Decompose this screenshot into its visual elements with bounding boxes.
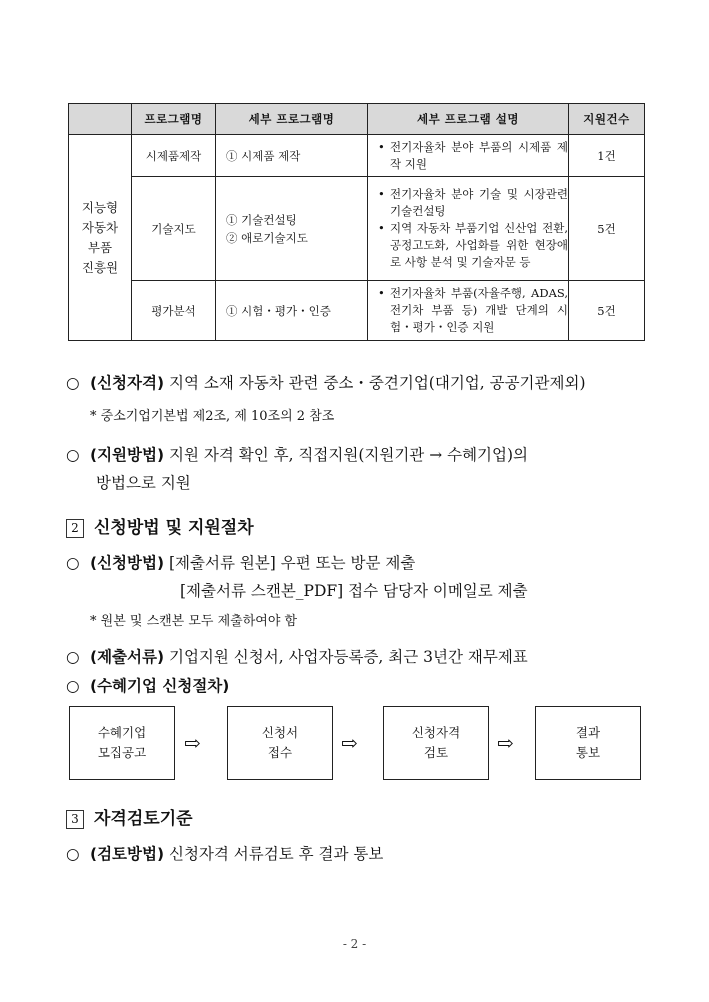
apply-method-text: [제출서류 원본] 우편 또는 방문 제출 [164, 554, 416, 572]
flow-step-line: 검토 [423, 745, 449, 760]
page-number: - 2 - [342, 937, 367, 951]
flow-step-receipt [227, 706, 333, 780]
flow-step-line: 통보 [575, 745, 601, 760]
flow-step-review [383, 706, 489, 780]
description-cell [368, 177, 569, 281]
description-cell [368, 281, 569, 341]
sub-program-item: ① 기술컨설팅 [226, 212, 297, 227]
section-heading [66, 513, 254, 538]
eligibility-paragraph [66, 372, 586, 394]
count-cell: 1건 [569, 135, 645, 177]
description-item: • 전기자율차 분야 기술 및 시장관련 기술컨설팅 [378, 186, 568, 220]
arrow-right-icon: ⇨ [497, 731, 514, 755]
table-header-program: 프로그램명 [132, 104, 216, 135]
procedure-keyword: (수혜기업 신청절차) [90, 677, 230, 695]
table-header-description: 세부 프로그램 설명 [368, 104, 569, 135]
program-name-cell: 평가분석 [132, 281, 216, 341]
method-keyword: (지원방법) [90, 446, 165, 464]
section-title: 자격검토기준 [94, 809, 193, 829]
apply-method-paragraph [66, 552, 415, 574]
sub-program-cell [216, 177, 368, 281]
documents-paragraph [66, 646, 528, 668]
eligibility-text: 지역 소재 자동차 관련 중소・중견기업(대기업, 공공기관제외) [164, 374, 586, 392]
method-text-continued: 방법으로 지원 [96, 474, 191, 492]
count-cell: 5건 [569, 177, 645, 281]
description-item: • 지역 자동차 부품기업 신산업 전환, 공정고도화, 사업화를 위한 현장애로 사항 분석 및 기술자문 등 [378, 220, 568, 271]
bullet-icon: ○ [66, 845, 80, 863]
bullet-icon: ○ [66, 446, 80, 464]
count-cell: 5건 [569, 281, 645, 341]
table-header-sub-program: 세부 프로그램명 [216, 104, 368, 135]
section-heading [66, 804, 193, 829]
sub-program-item: ② 애로기술지도 [226, 230, 308, 245]
sub-program-cell [216, 135, 368, 177]
apply-note: * 원본 및 스캔본 모두 제출하여야 함 [90, 614, 298, 629]
review-paragraph [66, 843, 383, 865]
program-table [68, 103, 645, 341]
flow-step-line: 신청서 [261, 725, 299, 740]
flow-step-notification [535, 706, 641, 780]
bullet-icon: ○ [66, 374, 80, 392]
eligibility-note: * 중소기업기본법 제2조, 제 10조의 2 참조 [90, 409, 335, 424]
bullet-icon: ○ [66, 554, 80, 572]
section-title: 신청방법 및 지원절차 [94, 518, 254, 538]
program-name-cell: 기술지도 [132, 177, 216, 281]
bullet-icon: ○ [66, 677, 80, 695]
org-line: 진흥원 [81, 259, 119, 275]
description-cell [368, 135, 569, 177]
flow-step-line: 모집공고 [97, 745, 147, 760]
flow-step-line: 접수 [267, 745, 293, 760]
section-number: 3 [66, 810, 84, 829]
table-header-row [69, 104, 645, 135]
program-name-cell: 시제품제작 [132, 135, 216, 177]
procedure-paragraph [66, 675, 229, 697]
description-item: • 전기자율차 부품(자율주행, ADAS, 전기차 부품 등) 개발 단계의 시험・평가・인증 지원 [378, 285, 568, 336]
arrow-right-icon: ⇨ [341, 731, 358, 755]
review-text: 신청자격 서류검토 후 결과 통보 [164, 845, 384, 863]
documents-keyword: (제출서류) [90, 648, 165, 666]
section-number: 2 [66, 519, 84, 538]
apply-method-keyword: (신청방법) [90, 554, 165, 572]
org-line: 부품 [87, 239, 113, 255]
table-header-blank [69, 104, 132, 135]
table-row [69, 135, 645, 177]
bullet-icon: ○ [66, 648, 80, 666]
table-row [69, 177, 645, 281]
table-header-count: 지원건수 [569, 104, 645, 135]
sub-program-item: ① 시제품 제작 [226, 148, 301, 163]
table-row [69, 281, 645, 341]
flow-step-line: 결과 [575, 725, 601, 740]
org-line: 지능형 [81, 199, 119, 215]
sub-program-item: ① 시험・평가・인증 [226, 303, 331, 318]
flow-step-line: 수혜기업 [97, 725, 147, 740]
documents-text: 기업지원 신청서, 사업자등록증, 최근 3년간 재무제표 [164, 648, 528, 666]
arrow-right-icon: ⇨ [184, 731, 201, 755]
sub-program-cell [216, 281, 368, 341]
method-text: 지원 자격 확인 후, 직접지원(지원기관 → 수혜기업)의 [164, 446, 529, 464]
review-keyword: (검토방법) [90, 845, 165, 863]
apply-method-text-2: [제출서류 스캔본_PDF] 접수 담당자 이메일로 제출 [180, 582, 528, 600]
flow-step-announcement [69, 706, 175, 780]
method-paragraph [66, 444, 528, 466]
description-item: • 전기자율차 분야 부품의 시제품 제작 지원 [378, 139, 568, 173]
org-cell [69, 135, 132, 341]
org-line: 자동차 [81, 219, 119, 235]
flow-step-line: 신청자격 [411, 725, 461, 740]
eligibility-keyword: (신청자격) [90, 374, 165, 392]
